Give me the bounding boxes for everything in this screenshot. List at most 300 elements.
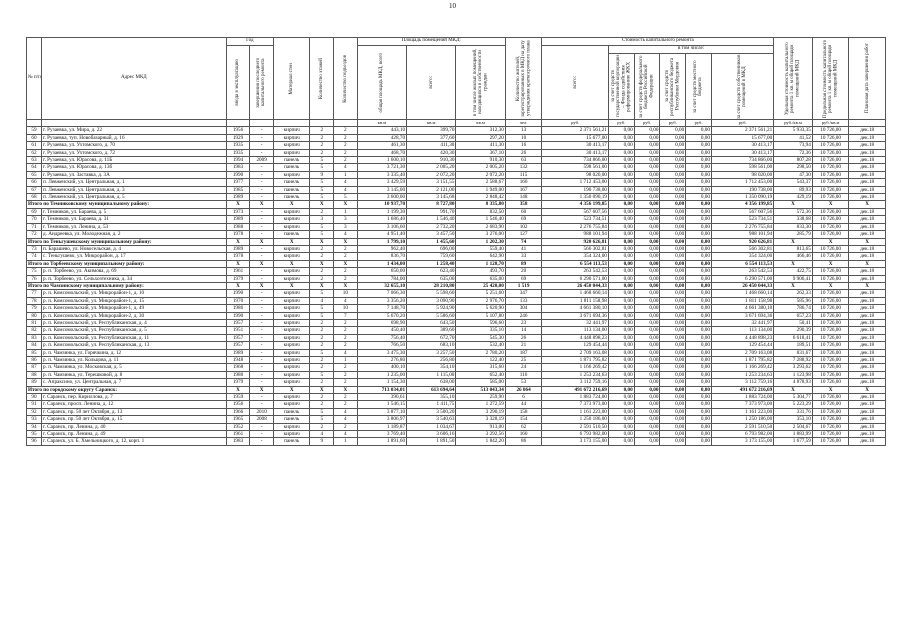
floors: 5 [310,349,334,356]
cost-local: 0,00 [686,319,712,326]
cost-republic: 0,00 [660,312,686,319]
wall-material: X [273,201,310,208]
year-last-repair: - [250,394,274,401]
entrances: 1 [334,171,358,178]
private-area: 5 251,60 [456,290,505,297]
residents: 246 [505,312,542,319]
cost-local: 0,00 [686,342,712,349]
cost-fund: 0,00 [608,297,634,304]
cost-total: 1 161 223,00 [542,408,609,415]
cost-federal: 0,00 [634,201,660,208]
floors: 2 [310,394,334,401]
address: г. Рузаевка, ул. Юрасова, д. 13б [42,164,227,171]
cost-fund: 0,00 [608,157,634,164]
specific-cost: 422,75 [774,268,813,275]
residential-area: 643,50 [407,319,456,326]
table-row [27,327,886,334]
cost-republic: 0,00 [660,231,686,238]
max-cost: 10 726,00 [812,171,849,178]
residential-area: 3 151,55 [407,179,456,186]
year-commission: 1990 [226,171,250,178]
residential-area: 355,10 [407,394,456,401]
floors: X [310,201,334,208]
table-row [27,231,886,238]
private-area: 1 546,40 [456,216,505,223]
max-cost: 10 726,00 [812,231,849,238]
cost-fund: 0,00 [608,208,634,215]
wall-material: панель [273,157,310,164]
plan-date: дек.18 [849,431,886,438]
max-cost: 10 726,00 [812,371,849,378]
cost-republic: 0,00 [660,134,686,141]
total-area: 1 546,15 [357,401,406,408]
residents: 26 064 [505,386,542,393]
address: г. Саранск, пр. Ленина, д. 40 [42,423,227,430]
unit-cell [42,120,227,127]
floors: 2 [310,208,334,215]
table-row [27,179,886,186]
row-number: 93 [27,416,42,423]
floors: 2 [310,357,334,364]
plan-date: дек.18 [849,364,886,371]
row-number: 72 [27,231,42,238]
residents: 1 519 [505,282,542,289]
specific-cost: 466,46 [774,253,813,260]
cost-total: 263 542,53 [542,268,609,275]
cost-local: 0,00 [686,157,712,164]
private-area: 3 292,56 [456,431,505,438]
cost-federal: 0,00 [634,231,660,238]
cost-local: 0,00 [686,334,712,341]
cost-owners: 2 709 163,08 [711,349,773,356]
address: г. Рузаевка, ул. Юрасова, д. 11Б [42,157,227,164]
plan-date: дек.18 [849,149,886,156]
specific-cost: 262,33 [774,290,813,297]
residential-area: 683,10 [407,342,456,349]
year-last-repair: - [250,349,274,356]
max-cost: 10 726,00 [812,357,849,364]
header-cost-owners: за счет средств собственников помещений в МКД [737,54,748,119]
floors: 2 [310,245,334,252]
specific-cost: 353,10 [774,416,813,423]
max-cost: 10 726,00 [812,349,849,356]
residential-area: 759,60 [407,253,456,260]
cost-federal: 0,00 [634,297,660,304]
floors: 5 [310,164,334,171]
cost-total: 15 677,00 [542,134,609,141]
residential-area: 3 540,63 [407,416,456,423]
cost-local: 0,00 [686,431,712,438]
year-commission: X [226,282,250,289]
unit-cell: чел. [505,120,542,127]
row-number: 64 [27,164,42,171]
floors: 2 [310,342,334,349]
cost-republic: 0,00 [660,275,686,282]
entrances: 3 [334,223,358,230]
specific-cost: X [774,260,813,267]
cost-owners: 567 607,56 [711,208,773,215]
residents: 116 [505,371,542,378]
total-area: 1 686,40 [357,216,406,223]
cost-owners: 1 250 186,00 [711,416,773,423]
year-last-repair: X [250,238,274,245]
year-commission: 1979 [226,379,250,386]
unit-cell: руб. [660,120,686,127]
plan-date: дек.18 [849,334,886,341]
wall-material: панель [273,416,310,423]
cost-local: 0,00 [686,275,712,282]
residential-area: 613 694,64 [407,386,456,393]
private-area: 315,60 [456,364,505,371]
residents: 20 [505,268,542,275]
cost-total: 4 448 898,23 [542,334,609,341]
cost-local: 0,00 [686,134,712,141]
residents: 25 [505,357,542,364]
cost-total: 988 101,94 [542,231,609,238]
total-area: 4 951,40 [357,231,406,238]
cost-local: 0,00 [686,208,712,215]
wall-material: X [273,260,310,267]
table-row [27,275,886,282]
cost-federal: 0,00 [634,416,660,423]
cost-federal: 0,00 [634,394,660,401]
year-last-repair: - [250,245,274,252]
plan-date: дек.18 [849,194,886,201]
cost-republic: 0,00 [660,379,686,386]
residents: 86 [505,438,542,445]
address: г. Рузаевка, туп. Новобазарный, д. 16 [42,134,227,141]
cost-republic: 0,00 [660,127,686,134]
wall-material: кирпич [273,319,310,326]
max-cost: 10 726,00 [812,342,849,349]
floors: 2 [310,319,334,326]
cost-fund: 0,00 [608,238,634,245]
cost-fund: 0,00 [608,216,634,223]
specific-cost: 5 223,29 [774,401,813,408]
max-cost: 10 726,00 [812,216,849,223]
floors: X [310,260,334,267]
entrances: 2 [334,394,358,401]
total-area: 390,61 [357,394,406,401]
cost-local: 0,00 [686,194,712,201]
unit-cell [273,120,310,127]
cost-republic: 0,00 [660,305,686,312]
residential-area: 3 257,50 [407,349,456,356]
plan-date: дек.18 [849,394,886,401]
cost-federal: 0,00 [634,431,660,438]
table-row [27,164,886,171]
year-commission: 1994 [226,157,250,164]
residential-area: 420,30 [407,149,456,156]
private-area: 8 335,80 [456,201,505,208]
cost-republic: 0,00 [660,438,686,445]
specific-cost: 4 878,93 [774,379,813,386]
wall-material: кирпич [273,149,310,156]
year-last-repair: 2008 [250,416,274,423]
specific-cost: 189,51 [774,342,813,349]
cost-fund: 0,00 [608,431,634,438]
year-last-repair: - [250,371,274,378]
entrances: 4 [334,349,358,356]
cost-owners: 1 712 453,00 [711,179,773,186]
row-number: 77 [27,290,42,297]
year-last-repair: - [250,290,274,297]
wall-material: кирпич [273,334,310,341]
private-area: 259,90 [456,394,505,401]
table-header [27,38,886,127]
cost-total: 598 561,00 [542,164,609,171]
address: д. Андреевка, ул. Молодежная, д. 2 [42,231,227,238]
cost-federal: 0,00 [634,327,660,334]
max-cost: 10 726,00 [812,431,849,438]
specific-cost: 543,37 [774,179,813,186]
residential-area: 1 455,60 [407,238,456,245]
total-area: 962,40 [357,245,406,252]
total-area: 650,00 [357,268,406,275]
max-cost: 10 726,00 [812,438,849,445]
floors: 5 [310,157,334,164]
cost-local: 0,00 [686,223,712,230]
cost-owners: 98 020,00 [711,171,773,178]
entrances: 1 [334,208,358,215]
plan-date: дек.18 [849,342,886,349]
residential-area: 5 586,60 [407,312,456,319]
cost-federal: 0,00 [634,245,660,252]
plan-date: дек.18 [849,401,886,408]
private-area: 2 976,70 [456,297,505,304]
cost-total: 734 866,00 [542,157,609,164]
specific-cost: 1 883,99 [774,431,813,438]
cost-owners: 598 561,00 [711,164,773,171]
cost-federal: 0,00 [634,349,660,356]
table-row [27,268,886,275]
header-total-area: общая площадь МКД, всего [379,52,385,113]
header-cost-federal: за счет средств федерального бюджета Российской Федерации [639,55,655,118]
wall-material: кирпич [273,216,310,223]
row-number: 75 [27,268,42,275]
cost-republic: 0,00 [660,394,686,401]
cost-total: 98 020,00 [542,171,609,178]
residents: 33 [505,253,542,260]
row-number: 84 [27,342,42,349]
floors: X [310,282,334,289]
cost-republic: 0,00 [660,327,686,334]
year-last-repair: - [250,401,274,408]
year-last-repair: - [250,431,274,438]
residents: 26 [505,149,542,156]
address: п. Левженский, ул. Центральная, д. 1 [42,179,227,186]
max-cost: 10 726,00 [812,401,849,408]
floors: 2 [310,275,334,282]
cost-total: 4 356 199,85 [542,201,609,208]
unit-cell: руб. [634,120,660,127]
cost-fund: 0,00 [608,342,634,349]
cost-owners: 4 356 199,85 [711,201,773,208]
entrances: 3 [334,216,358,223]
year-last-repair: - [250,319,274,326]
cost-fund: 0,00 [608,438,634,445]
wall-material: кирпич [273,127,310,134]
address: г. Рузаевка, ул. Мира, д. 22 [42,127,227,134]
address: р. п. Комсомольский, ул. Республиканская, д. 5 [42,327,227,334]
unit-cell: руб. [686,120,712,127]
address: г. Саранск, ул. Б. Хмельницкого, д. 12, корп. 1 [42,438,227,445]
table-row [27,357,886,364]
cost-fund: 0,00 [608,386,634,393]
floors: 4 [310,297,334,304]
address: г. Темников, ул. Бараева, д. 31 [42,216,227,223]
floors: 5 [310,179,334,186]
cost-total: 190 738,00 [542,186,609,193]
cost-total: 1 166 269,42 [542,364,609,371]
wall-material: кирпич [273,208,310,215]
specific-cost: 72,36 [774,149,813,156]
residential-area: 1 891,50 [407,438,456,445]
private-area: 5 107,80 [456,312,505,319]
header-cost-total: всего: [572,76,578,89]
cost-republic: 0,00 [660,157,686,164]
max-cost: 10 726,00 [812,127,849,134]
plan-date: дек.18 [849,171,886,178]
plan-date: дек.18 [849,290,886,297]
wall-material: кирпич [273,371,310,378]
row-number: 94 [27,423,42,430]
cost-republic: 0,00 [660,386,686,393]
floors: 5 [310,231,334,238]
cost-republic: 0,00 [660,408,686,415]
year-last-repair: - [250,438,274,445]
floors: 5 [310,290,334,297]
entrances: 2 [334,401,358,408]
address: г. Саранск, пр. 50 лет Октября, д. 15 [42,416,227,423]
residents: 148 [505,194,542,201]
cost-fund: 0,00 [608,275,634,282]
cost-local: 0,00 [686,171,712,178]
total-area: 756,40 [357,334,406,341]
year-commission: 1968 [226,364,250,371]
specific-cost: 6 618,41 [774,334,813,341]
residents: 60 [505,208,542,215]
specific-cost: 833,30 [774,223,813,230]
plan-date: дек.18 [849,408,886,415]
year-last-repair: - [250,357,274,364]
cost-total: 6 290 571,00 [542,275,609,282]
floors: 4 [310,431,334,438]
total-area: 784,00 [357,275,406,282]
row-number: 92 [27,408,42,415]
residents: 69 [505,216,542,223]
table-row [27,394,886,401]
cost-federal: 0,00 [634,423,660,430]
specific-cost: 338,68 [774,216,813,223]
unit-cell: руб./кв.м [774,120,813,127]
year-last-repair: - [250,334,274,341]
residential-area: 3 606,16 [407,431,456,438]
private-area: 122,40 [456,357,505,364]
cost-local: 0,00 [686,394,712,401]
year-last-repair: - [250,134,274,141]
total-area: 1 891,60 [357,438,406,445]
floors: 5 [310,223,334,230]
cost-fund: 0,00 [608,408,634,415]
table-row [27,171,886,178]
cost-total: 2 371 561,21 [542,127,609,134]
private-area: 545,30 [456,334,505,341]
total-area: 1 154,30 [357,379,406,386]
private-area: 2 588,67 [456,179,505,186]
total-area: 3 806,97 [357,416,406,423]
private-area: 913,00 [456,423,505,430]
cost-federal: 0,00 [634,238,660,245]
unit-cell: руб./кв.м [812,120,849,127]
entrances: 2 [334,371,358,378]
specific-cost: X [774,201,813,208]
entrances: 2 [334,157,358,164]
address: г. Саранск, пр. Ленина, д. 49 [42,431,227,438]
entrances: X [334,260,358,267]
cost-total: 920 626,81 [542,238,609,245]
residential-area: 3 145,68 [407,194,456,201]
address: г. Саранск, пер. Кириллова, д. 7 [42,394,227,401]
year-commission: 1957 [226,334,250,341]
cost-federal: 0,00 [634,319,660,326]
cost-total: 129 454,44 [542,342,609,349]
address: р. п. Комсомольский, ул. Республиканская, д. 13 [42,342,227,349]
wall-material: кирпич [273,223,310,230]
specific-cost: 807,28 [774,157,813,164]
cost-owners: 523 734,51 [711,216,773,223]
year-last-repair: - [250,127,274,134]
private-area: 832,50 [456,208,505,215]
cost-local: 0,00 [686,327,712,334]
residents: 89 [505,260,542,267]
cost-total: 1 712 453,00 [542,179,609,186]
plan-date: дек.18 [849,223,886,230]
cost-federal: 0,00 [634,171,660,178]
residential-area: 696,00 [407,245,456,252]
year-commission: 1957 [226,319,250,326]
private-area: 411,30 [456,142,505,149]
cost-republic: 0,00 [660,179,686,186]
cost-owners: 6 554 113,53 [711,260,773,267]
table-row [27,297,886,304]
total-area: 3 769,40 [357,431,406,438]
table-row [27,223,886,230]
cost-local: 0,00 [686,401,712,408]
residential-area: 623,40 [407,268,456,275]
table-row [27,408,886,415]
wall-material: кирпич [273,357,310,364]
residential-area: 638,00 [407,379,456,386]
max-cost: 10 726,00 [812,223,849,230]
plan-date: дек.18 [849,179,886,186]
wall-material: панель [273,408,310,415]
address: п. Левженский, ул. Центральная, д. 5 [42,194,227,201]
wall-material: панель [273,194,310,201]
cost-total: 567 607,56 [542,208,609,215]
cost-federal: 0,00 [634,386,660,393]
year-last-repair: - [250,142,274,149]
cost-owners: 1 350 090,19 [711,194,773,201]
cost-fund: 0,00 [608,327,634,334]
entrances: 2 [334,319,358,326]
header-cost-republic: за счет средств республиканского бюджета Республики Мордовия [665,57,681,116]
address: г. Саранск, пр. 50 лет Октября, д. 13 [42,408,227,415]
table-row [27,216,886,223]
max-cost: X [812,201,849,208]
cost-republic: 0,00 [660,282,686,289]
table-row [27,364,886,371]
